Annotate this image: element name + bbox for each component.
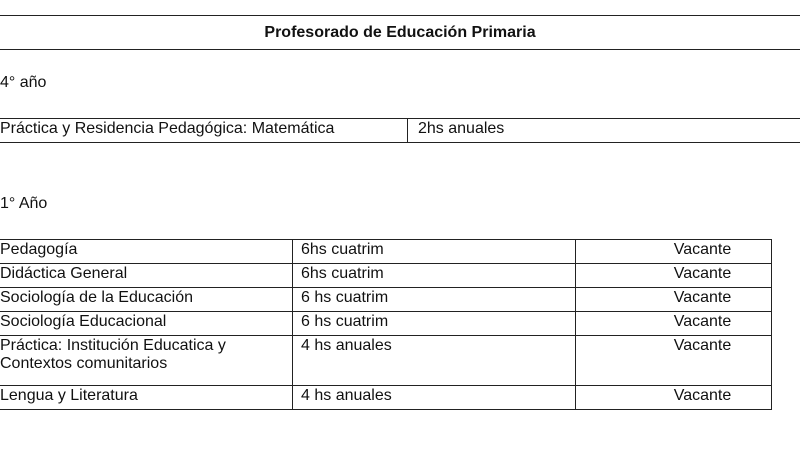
table-row bbox=[0, 264, 772, 288]
hours-cell: 4 hs anuales bbox=[293, 336, 576, 386]
first-year-table bbox=[0, 239, 772, 410]
status-cell: Vacante bbox=[576, 240, 772, 264]
table-row bbox=[0, 119, 800, 143]
hours-cell: 6 hs cuatrim bbox=[293, 288, 576, 312]
table-row bbox=[0, 240, 772, 264]
page-title bbox=[0, 15, 800, 50]
hours-cell: 6hs cuatrim bbox=[293, 264, 576, 288]
status-cell: Vacante bbox=[576, 312, 772, 336]
page-title-text: Profesorado de Educación Primaria bbox=[264, 23, 536, 41]
status-cell: Vacante bbox=[576, 288, 772, 312]
status-cell: Vacante bbox=[576, 264, 772, 288]
subject-cell: Sociología Educacional bbox=[0, 312, 293, 336]
hours-cell: 4 hs anuales bbox=[293, 386, 576, 410]
table-row bbox=[0, 386, 772, 410]
subject-cell: Pedagogía bbox=[0, 240, 293, 264]
table-row bbox=[0, 312, 772, 336]
status-cell: Vacante bbox=[576, 386, 772, 410]
fourth-year-label: 4° año bbox=[0, 74, 47, 91]
first-year-label: 1° Año bbox=[0, 195, 48, 212]
hours-cell: 6hs cuatrim bbox=[293, 240, 576, 264]
table-row bbox=[0, 336, 772, 386]
subject-cell: Sociología de la Educación bbox=[0, 288, 293, 312]
hours-cell: 6 hs cuatrim bbox=[293, 312, 576, 336]
subject-cell: Práctica: Institución Educatica y Contextos comunitarios bbox=[0, 336, 293, 386]
subject-cell: Didáctica General bbox=[0, 264, 293, 288]
subject-cell: Práctica y Residencia Pedagógica: Matemática bbox=[0, 119, 408, 143]
status-cell: Vacante bbox=[576, 336, 772, 386]
subject-cell: Lengua y Literatura bbox=[0, 386, 293, 410]
hours-cell: 2hs anuales bbox=[408, 119, 800, 143]
fourth-year-table bbox=[0, 118, 800, 143]
table-row bbox=[0, 288, 772, 312]
